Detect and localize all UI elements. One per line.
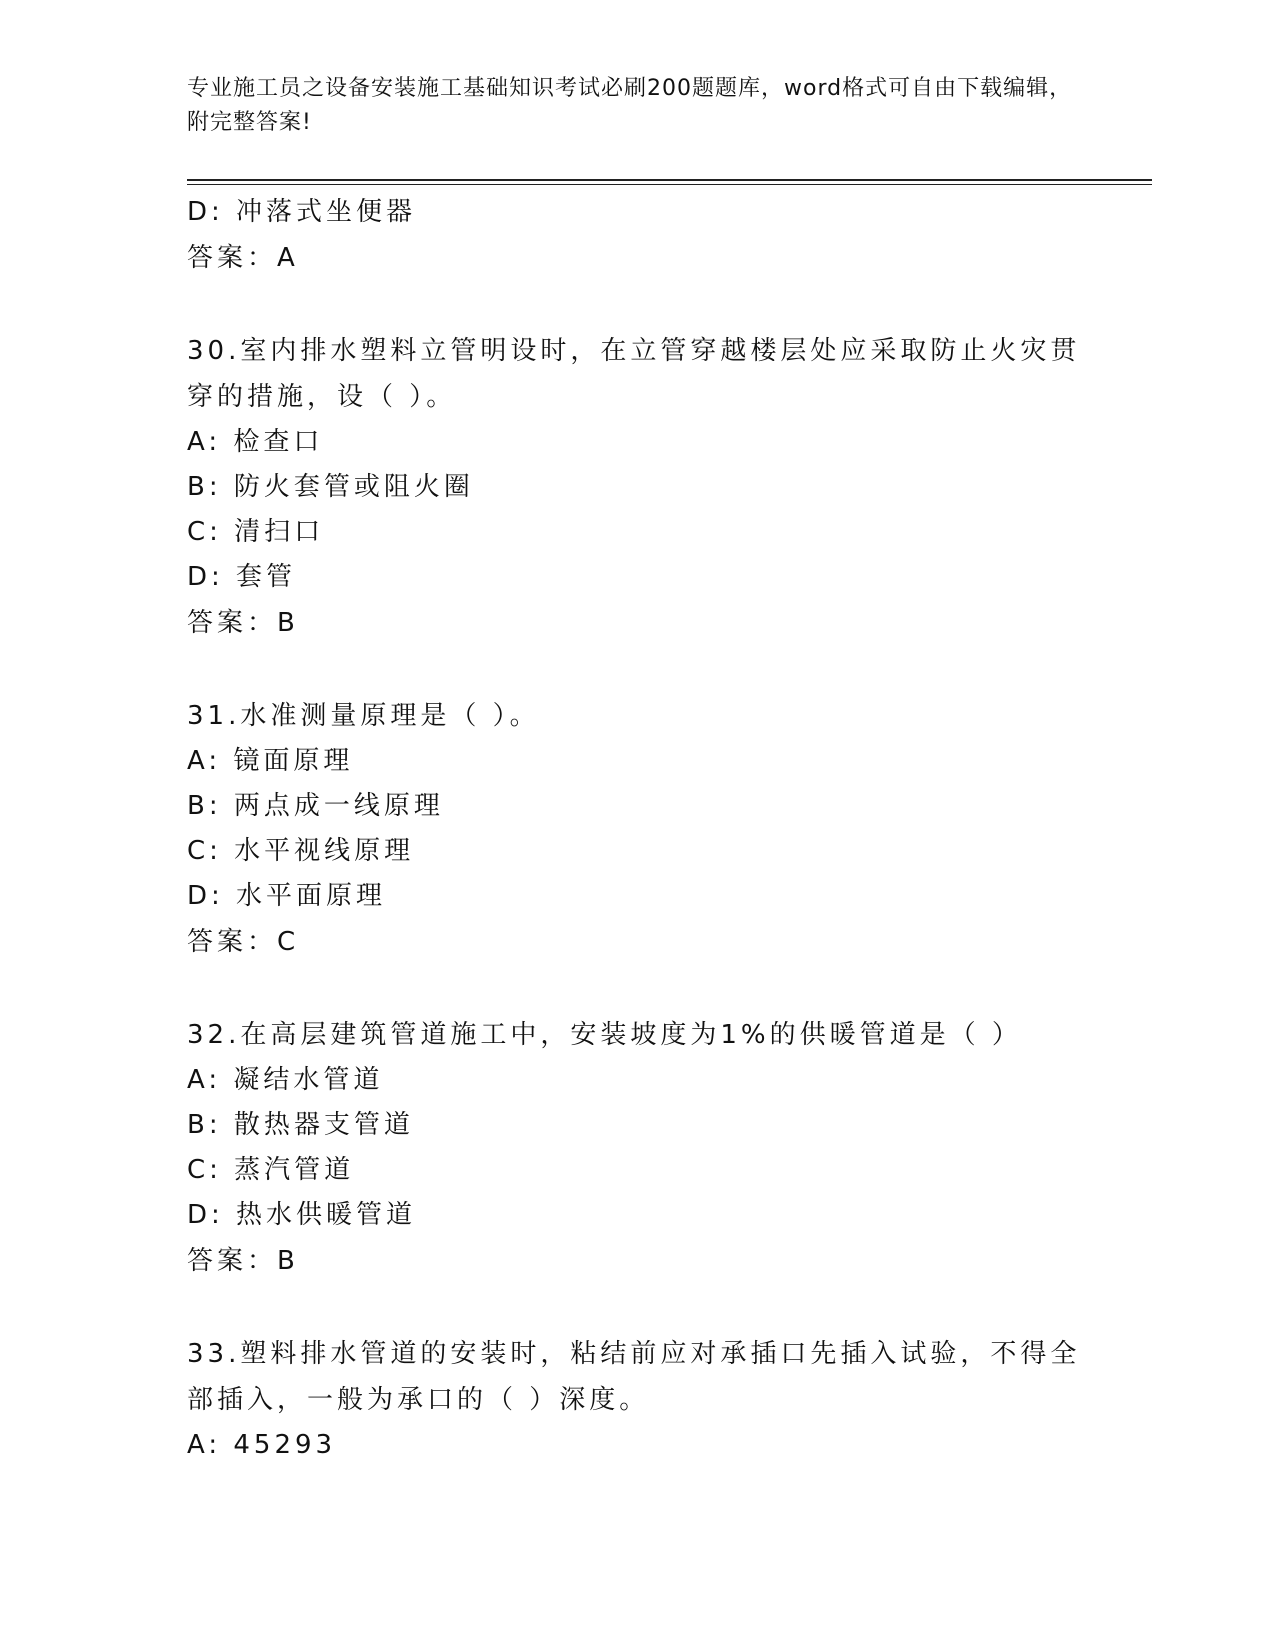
question-stem: 33.塑料排水管道的安装时，粘结前应对承插口先插入试验，不得全部插入，一般为承口的（ ）深度。 (187, 1339, 1081, 1415)
header-rule-top (187, 179, 1152, 181)
question-33 (187, 1331, 1087, 1468)
option-a: A: 检查口 (187, 427, 324, 457)
answer: 答案：C (187, 927, 300, 957)
option-b: B: 散热器支管道 (187, 1110, 414, 1140)
option-b: B: 两点成一线原理 (187, 791, 444, 821)
option-a: A: 镜面原理 (187, 746, 354, 776)
answer: 答案：B (187, 1246, 299, 1276)
option-a: A: 凝结水管道 (187, 1065, 384, 1095)
option-d: D: 水平面原理 (187, 881, 387, 911)
header-rule-bottom (187, 184, 1152, 185)
question-32 (187, 1012, 1087, 1284)
question-stem: 31.水准测量原理是（ ）。 (187, 701, 540, 731)
option-d: D: 热水供暖管道 (187, 1200, 417, 1230)
option-c: C: 蒸汽管道 (187, 1155, 355, 1185)
document-header: 专业施工员之设备安装施工基础知识考试必刷200题题库，word格式可自由下载编辑，附完整答案! (187, 76, 1073, 135)
question-30 (187, 328, 1087, 646)
option-c: C: 清扫口 (187, 517, 325, 547)
question-list (187, 190, 1087, 1468)
answer: 答案：A (187, 243, 299, 273)
option-b: B: 防火套管或阻火圈 (187, 472, 474, 502)
question-stem: 30.室内排水塑料立管明设时，在立管穿越楼层处应采取防止火灾贯穿的措施，设（ ）。 (187, 336, 1081, 412)
answer: 答案：B (187, 608, 299, 638)
option-c: C: 水平视线原理 (187, 836, 415, 866)
question-29 (187, 190, 1087, 281)
question-31 (187, 693, 1087, 965)
option-d: D: 冲落式坐便器 (187, 197, 417, 227)
option-d: D: 套管 (187, 562, 297, 592)
option-a: A: 45293 (187, 1430, 337, 1460)
question-stem: 32.在高层建筑管道施工中，安装坡度为1%的供暖管道是（ ） (187, 1020, 1022, 1050)
